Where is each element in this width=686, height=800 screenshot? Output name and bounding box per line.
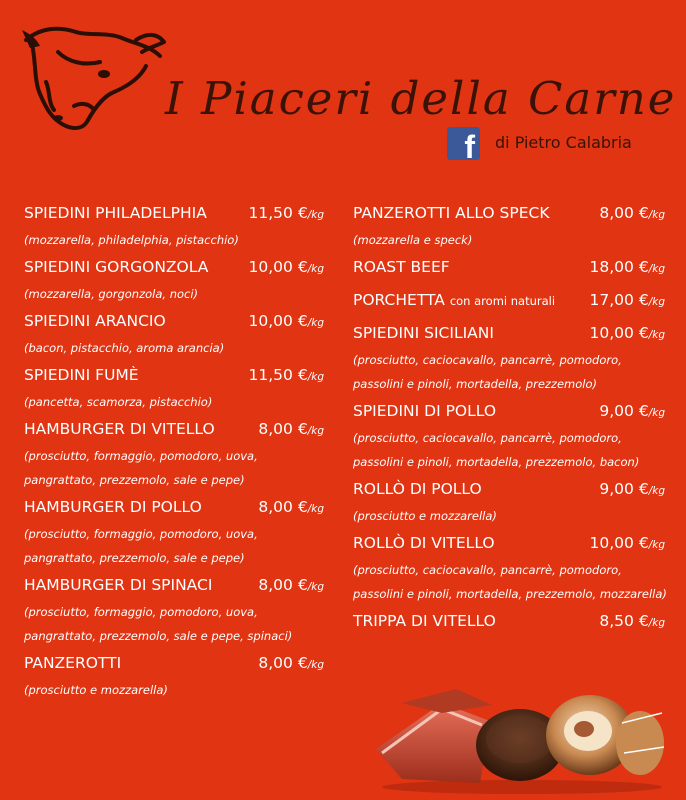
item-price: 10,00 €/kg: [589, 534, 665, 552]
item-description: (bacon, pistacchio, aroma arancia): [24, 341, 225, 355]
item-price: 8,00 €/kg: [258, 498, 324, 516]
facebook-icon[interactable]: f: [447, 127, 480, 160]
item-description: (mozzarella, philadelphia, pistacchio): [24, 233, 239, 247]
item-description: passolini e pinoli, mortadella, prezzemolo): [353, 377, 597, 391]
menu-item: [24, 200, 324, 254]
item-description: (prosciutto, formaggio, pomodoro, uova,: [24, 605, 258, 619]
item-description: (prosciutto e mozzarella): [353, 509, 497, 523]
item-price: 10,00 €/kg: [248, 258, 324, 276]
item-description: passolini e pinoli, mortadella, prezzemolo, mozzarella): [353, 587, 667, 601]
item-name: SPIEDINI DI POLLO: [353, 402, 497, 420]
item-name: SPIEDINI FUMÈ: [24, 366, 139, 384]
item-description: passolini e pinoli, mortadella, prezzemolo, bacon): [353, 455, 640, 469]
item-name: ROAST BEEF: [353, 258, 450, 276]
item-name: PORCHETTA con aromi naturali: [353, 291, 556, 309]
item-description: (prosciutto, caciocavallo, pancarrè, pomodoro,: [353, 563, 622, 577]
item-name: SPIEDINI SICILIANI: [353, 324, 494, 342]
item-price: 11,50 €/kg: [248, 366, 324, 384]
item-price: 8,00 €/kg: [599, 204, 665, 222]
item-description: pangrattato, prezzemolo, sale e pepe, spinaci): [24, 629, 293, 643]
menu-column-right: [353, 200, 665, 638]
menu-item: [353, 398, 665, 476]
menu-item: [24, 254, 324, 308]
cow-head-icon: [18, 22, 168, 134]
item-description: (prosciutto, caciocavallo, pancarrè, pomodoro,: [353, 353, 622, 367]
item-name: HAMBURGER DI POLLO: [24, 498, 202, 516]
menu-item: [24, 572, 324, 650]
menu-item: [24, 416, 324, 494]
item-description: (pancetta, scamorza, pistacchio): [24, 395, 213, 409]
item-description: (mozzarella, gorgonzola, noci): [24, 287, 199, 301]
item-description: (prosciutto e mozzarella): [24, 683, 168, 697]
item-name: TRIPPA DI VITELLO: [353, 612, 496, 630]
item-price: 8,00 €/kg: [258, 576, 324, 594]
item-price: 17,00 €/kg: [589, 291, 665, 309]
menu-item: [353, 608, 665, 638]
item-price: 10,00 €/kg: [248, 312, 324, 330]
item-name: ROLLÒ DI VITELLO: [353, 534, 495, 552]
item-name: PANZEROTTI: [24, 654, 122, 672]
item-price: 18,00 €/kg: [589, 258, 665, 276]
item-price: 9,00 €/kg: [599, 402, 665, 420]
item-price: 8,00 €/kg: [258, 654, 324, 672]
menu-item: [353, 476, 665, 530]
shop-title: I Piaceri della Carne: [165, 72, 677, 125]
item-name: SPIEDINI GORGONZOLA: [24, 258, 209, 276]
item-name: ROLLÒ DI POLLO: [353, 480, 482, 498]
owner-byline: di Pietro Calabria: [495, 133, 632, 152]
item-description: (prosciutto, caciocavallo, pancarrè, pomodoro,: [353, 431, 622, 445]
menu-item: [353, 287, 665, 317]
item-description: pangrattato, prezzemolo, sale e pepe): [24, 473, 245, 487]
item-description: (prosciutto, formaggio, pomodoro, uova,: [24, 527, 258, 541]
item-price: 11,50 €/kg: [248, 204, 324, 222]
item-price: 9,00 €/kg: [599, 480, 665, 498]
menu-column-left: [24, 200, 324, 704]
menu-item: [24, 362, 324, 416]
menu-item: [24, 494, 324, 572]
item-name: HAMBURGER DI VITELLO: [24, 420, 215, 438]
item-price: 8,00 €/kg: [258, 420, 324, 438]
menu-item: [353, 254, 665, 284]
item-name: HAMBURGER DI SPINACI: [24, 576, 213, 594]
item-description: (mozzarella e speck): [353, 233, 473, 247]
item-name: PANZEROTTI ALLO SPECK: [353, 204, 550, 222]
item-price: 8,50 €/kg: [599, 612, 665, 630]
item-price: 10,00 €/kg: [589, 324, 665, 342]
item-name: SPIEDINI ARANCIO: [24, 312, 166, 330]
item-description: pangrattato, prezzemolo, sale e pepe): [24, 551, 245, 565]
menu-item: [24, 308, 324, 362]
menu-item: [24, 650, 324, 704]
item-name: SPIEDINI PHILADELPHIA: [24, 204, 207, 222]
menu-item: [353, 320, 665, 398]
meat-products-image: [372, 683, 667, 795]
menu-item: [353, 200, 665, 254]
item-description: (prosciutto, formaggio, pomodoro, uova,: [24, 449, 258, 463]
menu-item: [353, 530, 665, 608]
